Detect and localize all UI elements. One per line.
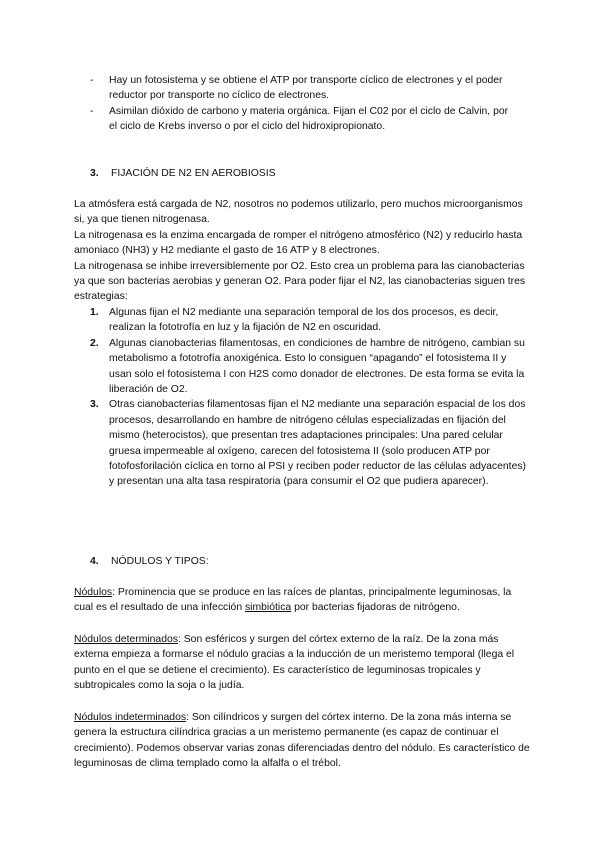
list-item: [90, 73, 510, 104]
bullet-marker: -: [90, 105, 94, 117]
section-number: 3.: [90, 168, 99, 179]
item-text: Algunas cianobacterias filamentosas, en condiciones de hambre de nitrógeno, cambian su metabolismo a fototrofía anoxigénica. Esto lo consiguen “apagando” el fotosistema II y usan solo el fotosistema I con H2S como donador de electrones. De esta forma se evita la liberación de O2.: [109, 337, 525, 396]
underlined-word: simbiótica: [244, 602, 292, 614]
term-label: Nódulos determinados: [74, 634, 178, 645]
definition-text: por bacterias fijadoras de nitrógeno.: [291, 602, 460, 614]
item-text: Otras cianobacterias filamentosas fijan el N2 mediante una separación espacial de los dos procesos, desarrollando en hambre de nitrógeno células especializadas en fijación del mismo (heterocistos), que presentan tres adaptaciones principales: Una pared celular gruesa impermeable al oxígeno, carecen del fotosistema II (solo producen ATP por fotofosforilación cíclica en torno al PSI y reciben poder reductor de las células adyacentes) y presentan una alta tasa respiratoria (para consumir el O2 que pudiera aparecer).: [109, 399, 527, 488]
term-label: Nódulos indeterminados: [74, 712, 187, 723]
section3-body: [74, 197, 530, 305]
section-title: NÓDULOS Y TIPOS:: [111, 556, 209, 567]
bullet-text: Hay un fotosistema y se obtiene el ATP por transporte cíclico de electrones y el poder reductor por transporte no cíclico de electrones.: [109, 75, 503, 102]
section-heading: [90, 554, 510, 569]
bullet-marker: -: [90, 75, 94, 86]
item-number: 1.: [90, 307, 99, 318]
list-item: [90, 104, 510, 135]
list-item: [90, 305, 530, 336]
definition-text: : Prominencia que se produce en las raíces de plantas, principalmente leguminosas, la cual es el resultado de una infección: [74, 587, 512, 614]
definition-text: : Son cilíndricos y surgen del córtex interno. De la zona más interna se genera la estructura cilíndrica gracias a un meristemo permanente (es capaz de continuar el crecimiento). Podemos observar varias zonas diferenciadas dentro del nódulo. Es característico de leguminosas de clima templado como la alfalfa o el trébol.: [74, 712, 530, 770]
section-number: 4.: [90, 556, 99, 567]
section-heading: [90, 166, 510, 181]
bullet-text: Asimilan dióxido de carbono y materia orgánica. Fijan el C02 por el ciclo de Calvin, por el ciclo de Krebs inverso o por el ciclo del hidroxipropionato.: [109, 105, 509, 133]
list-item: [90, 336, 530, 398]
term-label: Nódulos: [74, 587, 113, 598]
paragraph: La nitrogenasa se inhibe irreversiblemente por O2. Esto crea un problema para las cianobacterias ya que son bacterias aerobias y generan O2. Para poder fijar el N2, las cianobacterias siguen tres estrategias:: [74, 260, 526, 303]
intro-bullet-list: [90, 73, 510, 135]
paragraph: La nitrogenasa es la enzima encargada de romper el nitrógeno atmosférico (N2) y reducirlo hasta amoniaco (NH3) y H2 mediante el gasto de 16 ATP y 8 electrones.: [74, 229, 523, 257]
section-title: FIJACIÓN DE N2 EN AEROBIOSIS: [111, 168, 276, 179]
nodulos-definition: [74, 585, 530, 616]
indeterminados-definition: [74, 710, 530, 772]
determinados-definition: [74, 632, 530, 694]
list-item: [90, 397, 530, 489]
item-text: Algunas fijan el N2 mediante una separación temporal de los dos procesos, es decir, realizan la fototrofía en luz y la fijación de N2 en oscuridad.: [109, 307, 499, 334]
item-number: 3.: [90, 399, 99, 411]
paragraph: La atmósfera está cargada de N2, nosotros no podemos utilizarlo, pero muchos microorganismos si, ya que tienen nitrogenasa.: [74, 199, 523, 226]
definition-text: : Son esféricos y surgen del córtex externo de la raíz. De la zona más externa empieza a formarse el nódulo gracias a la inducción de un meristemo temporal (llega el punto en el que se detiene el crecimiento). Es característico de leguminosas tropicales y subtropicales como la soja o la judía.: [74, 634, 515, 692]
item-number: 2.: [90, 337, 99, 349]
strategies-list: [90, 305, 530, 490]
